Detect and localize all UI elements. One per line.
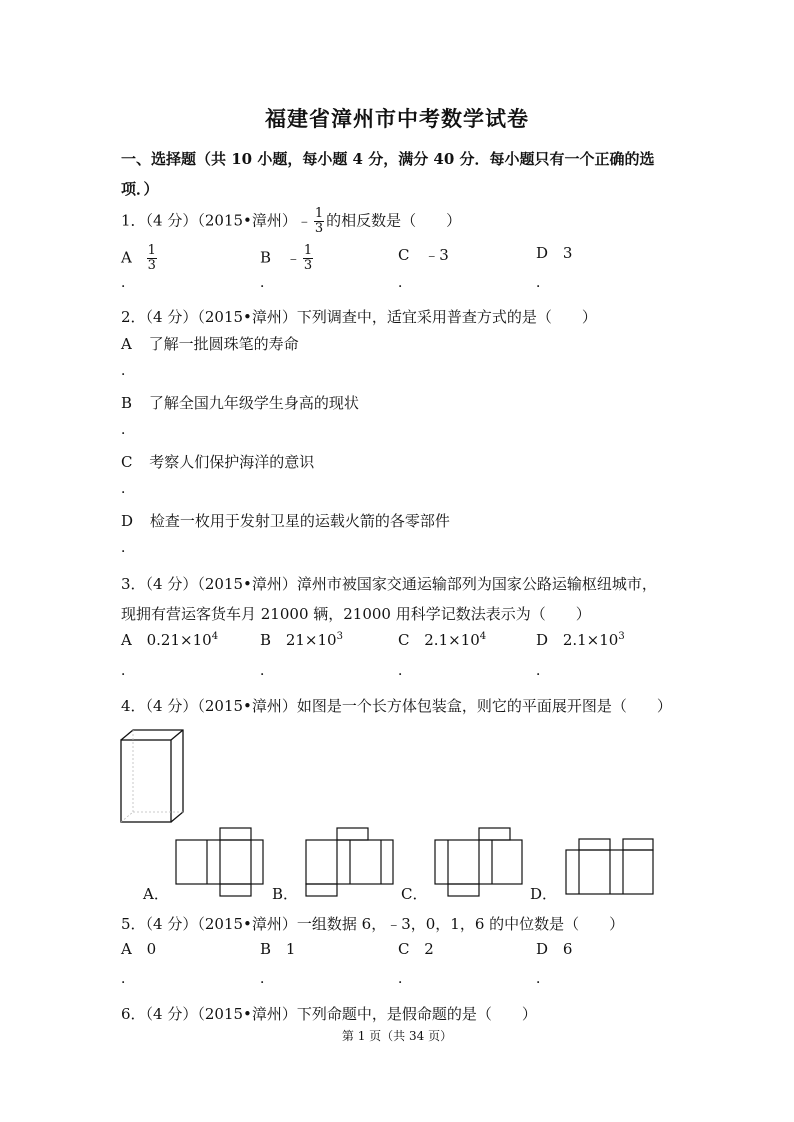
option-label: A (121, 940, 132, 958)
option-a-denominator: 3 (147, 258, 156, 273)
option-a-numerator: 1 (147, 243, 156, 258)
option-label: C (121, 453, 133, 471)
option-c-text: ﹣3 (424, 246, 449, 264)
option-label: D (121, 512, 134, 530)
question-3-stem-line1: 3．（4 分）（2015•漳州）漳州市被国家交通运输部列为国家公路运输枢纽城市， (121, 575, 657, 593)
option-b-fraction (303, 244, 313, 273)
question-2-option-c[interactable] (121, 451, 314, 472)
option-d-text: 6 (562, 940, 573, 958)
option-label: A (121, 248, 132, 267)
option-label: B (260, 940, 272, 958)
question-3-option-c[interactable] (398, 631, 486, 649)
option-b-numerator: 1 (303, 243, 313, 258)
option-dot: ． (536, 663, 550, 679)
option-c-text: 考察人们保护海洋的意识 (149, 453, 315, 471)
question-1-option-b[interactable] (260, 244, 315, 273)
question-4-stem: 4．（4 分）（2015•漳州）如图是一个长方体包装盒，则它的平面展开图是（ ） (121, 697, 672, 715)
question-1-suffix: 的相反数是（ ） (326, 211, 462, 230)
option-label: A (121, 631, 132, 649)
option-label: B (260, 631, 272, 649)
option-dot: ． (121, 540, 135, 556)
question-1-option-d[interactable] (536, 244, 572, 262)
question-5-option-c[interactable] (398, 940, 434, 958)
question-1-fraction-numerator: 1 (314, 206, 324, 221)
question-4-option-c-label[interactable]: C． (401, 885, 428, 903)
question-1-fraction (314, 207, 324, 236)
question-5-option-d[interactable] (536, 940, 572, 958)
option-b-base: 21×10 (285, 631, 337, 649)
option-dot: ． (398, 275, 412, 291)
option-dot: ． (536, 275, 550, 291)
option-a-exponent: 4 (211, 631, 219, 642)
option-dot: ． (260, 971, 274, 987)
option-label: A (121, 335, 132, 353)
option-a-text: 0 (146, 940, 157, 958)
option-b-exponent: 3 (336, 631, 343, 642)
option-c-base: 2.1×10 (424, 631, 480, 649)
option-d-text: 检查一枚用于发射卫星的运载火箭的各零部件 (149, 512, 450, 530)
question-4-option-b-label[interactable]: B． (272, 885, 299, 903)
question-5-option-b[interactable] (260, 940, 295, 958)
question-5-stem: 5．（4 分）（2015•漳州）一组数据 6，﹣3，0，1，6 的中位数是（ ） (121, 915, 625, 933)
option-a-fraction (147, 244, 157, 273)
option-dot: ． (260, 275, 274, 291)
option-a-text: 了解一批圆珠笔的寿命 (148, 335, 299, 353)
question-3-option-d[interactable] (536, 631, 625, 649)
option-dot: ． (121, 971, 135, 987)
section-heading-line1: 一、选择题（共 10 小题，每小题 4 分，满分 40 分．每小题只有一个正确的选 (121, 150, 655, 168)
option-c-exponent: 4 (479, 631, 487, 642)
option-d-base: 2.1×10 (562, 631, 619, 649)
option-a-base: 0.21×10 (146, 631, 212, 649)
option-c-text: 2 (424, 940, 434, 958)
option-dot: ． (121, 363, 135, 379)
question-2-option-d[interactable] (121, 510, 450, 531)
option-label: C (398, 246, 410, 264)
question-2-stem: 2．（4 分）（2015•漳州）下列调查中，适宜采用普查方式的是（ ） (121, 308, 597, 326)
option-b-text: 1 (285, 940, 296, 958)
option-d-exponent: 3 (618, 631, 625, 642)
option-b-text: 了解全国九年级学生身高的现状 (148, 394, 359, 412)
net-option-a[interactable] (174, 826, 266, 898)
page-footer: 第 1 页（共 34 页） (341, 1029, 453, 1043)
question-5-option-a[interactable] (121, 940, 156, 958)
question-1-stem (121, 207, 461, 236)
question-6-stem: 6．（4 分）（2015•漳州）下列命题中，是假命题的是（ ） (121, 1005, 537, 1023)
option-dot: ． (121, 481, 135, 497)
question-3-stem-line2: 现拥有营运客货车月 21000 辆，21000 用科学记数法表示为（ ） (121, 605, 591, 623)
option-label: B (260, 248, 272, 267)
question-1-option-a[interactable] (121, 244, 159, 273)
option-label: D (536, 244, 549, 262)
option-dot: ． (398, 971, 412, 987)
option-label: D (536, 940, 549, 958)
option-label: C (398, 940, 410, 958)
option-dot: ． (121, 275, 135, 291)
question-2-option-a[interactable] (121, 333, 299, 354)
question-2-option-b[interactable] (121, 392, 359, 413)
option-b-denominator: 3 (303, 258, 313, 273)
net-option-d[interactable] (564, 836, 656, 898)
question-4-option-d-label[interactable]: D． (530, 885, 558, 903)
option-dot: ． (398, 663, 412, 679)
question-1-prefix: 1．（4 分）（2015•漳州）﹣ (121, 211, 312, 230)
question-3-option-a[interactable] (121, 631, 218, 649)
question-4-option-a-label[interactable]: A． (143, 885, 169, 903)
page-title: 福建省漳州市中考数学试卷 (265, 106, 529, 131)
option-d-text: 3 (562, 244, 573, 262)
option-dot: ． (121, 422, 135, 438)
section-heading-line2: 项．） (121, 180, 159, 198)
question-3-option-b[interactable] (260, 631, 343, 649)
option-label: D (536, 631, 549, 649)
question-1-option-c[interactable] (398, 244, 449, 265)
net-option-b[interactable] (304, 826, 396, 898)
cuboid-box-figure (118, 728, 188, 824)
option-label: B (121, 394, 133, 412)
option-b-sign: ﹣ (285, 248, 301, 267)
option-dot: ． (121, 663, 135, 679)
option-dot: ． (536, 971, 550, 987)
option-label: C (398, 631, 410, 649)
question-1-fraction-denominator: 3 (314, 221, 324, 236)
net-option-c[interactable] (433, 826, 525, 898)
option-dot: ． (260, 663, 274, 679)
